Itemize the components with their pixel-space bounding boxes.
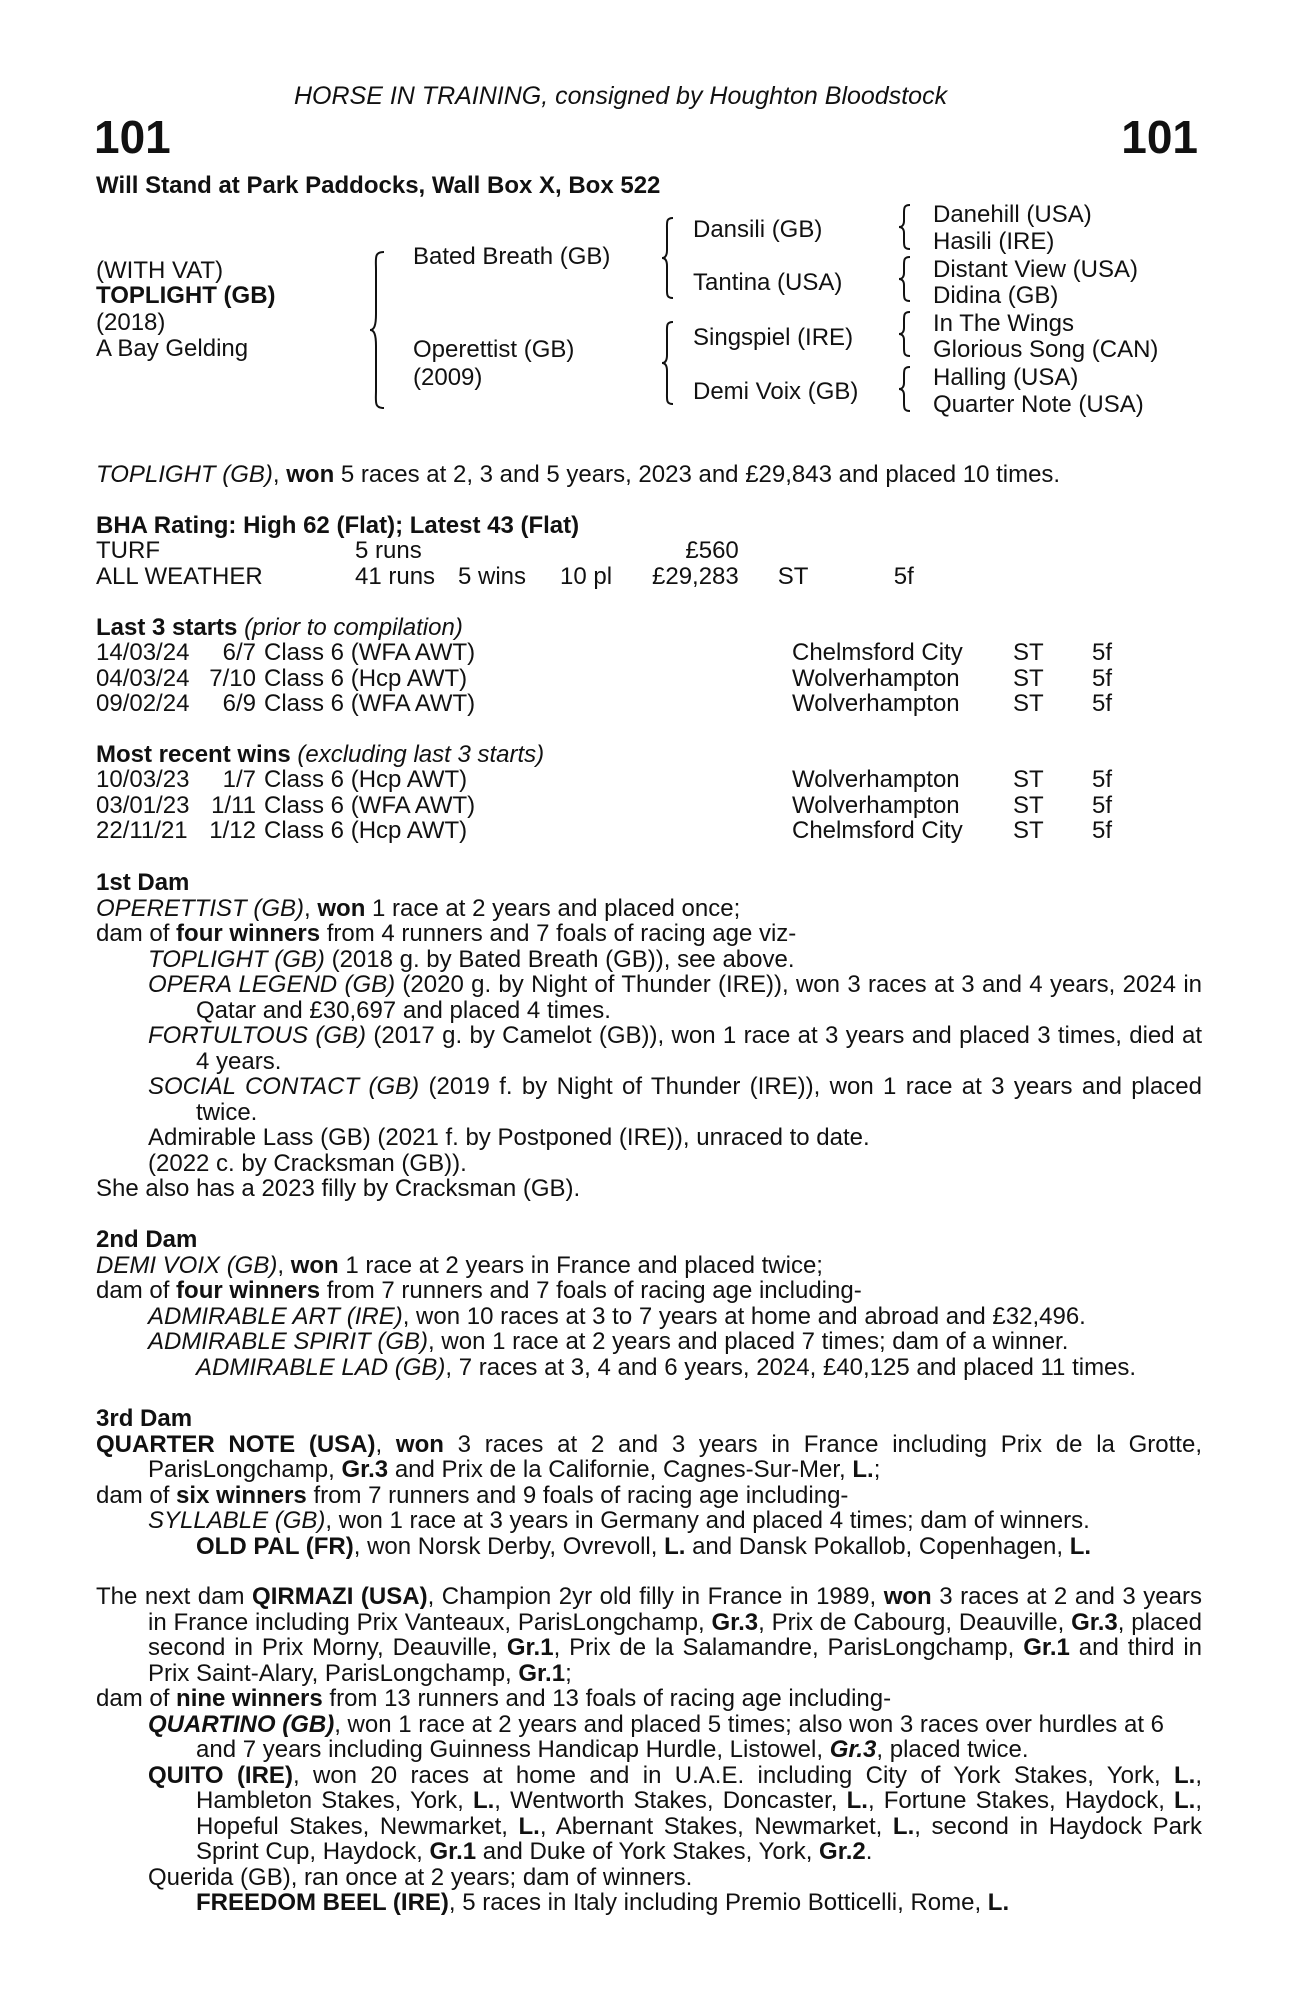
run-course: Wolverhampton xyxy=(792,690,960,717)
rating-wins xyxy=(458,538,560,564)
second-dam-won: won xyxy=(290,1251,339,1279)
offspring-name: ADMIRABLE SPIRIT (GB) xyxy=(148,1328,429,1355)
summary-won: won xyxy=(286,461,335,488)
dam-of-prefix: dam of xyxy=(96,1685,177,1712)
grade: Gr.1 xyxy=(518,1659,566,1687)
rating-placed xyxy=(560,538,652,564)
lot-number-left: 101 xyxy=(94,111,171,163)
text: , won Norsk Derby, Ovrevoll, xyxy=(353,1532,665,1560)
grade: Gr.1 xyxy=(429,1838,477,1865)
text: , won 20 races at home and in U.A.E. including City of York Stakes, York, xyxy=(292,1761,1174,1789)
run-course: Chelmsford City xyxy=(792,817,963,844)
next-dam-line xyxy=(96,1584,1202,1686)
horse-name: TOPLIGHT (GB) xyxy=(96,282,276,309)
vat-note: (WITH VAT) xyxy=(96,257,224,284)
first-dam-won: won xyxy=(317,894,366,922)
next-dam-name: QIRMAZI (USA) xyxy=(252,1583,428,1610)
run-position: 1/11 xyxy=(211,791,256,819)
text: ; xyxy=(873,1456,881,1483)
first-dam-produce-line xyxy=(96,921,1202,947)
next-dam-produce-line xyxy=(96,1686,1202,1712)
rating-runs: 41 runs xyxy=(355,562,436,590)
grade: Gr.3 xyxy=(341,1456,389,1483)
pedigree-brace-3c xyxy=(897,310,913,358)
offspring-entry xyxy=(96,1023,1202,1074)
text: , Wentworth Stakes, Doncaster, xyxy=(494,1787,847,1814)
text: 3 races at 2 and 3 years in France including Prix de la Grotte, ParisLongchamp, xyxy=(148,1430,1202,1483)
offspring-name: SYLLABLE (GB) xyxy=(148,1507,326,1534)
offspring-text: (2019 f. by Night of Thunder (IRE)), won 1 race at 3 years and placed twice. xyxy=(196,1073,1202,1126)
offspring-text: , won 1 race at 3 years in Germany and placed 4 times; dam of winners. xyxy=(325,1507,1090,1534)
run-going: ST xyxy=(1013,766,1044,793)
run-date: 22/11/21 xyxy=(96,817,188,844)
text: and Prix de la Californie, Cagnes-Sur-Mer, xyxy=(388,1456,853,1483)
grade: Gr.3 xyxy=(1071,1608,1118,1636)
run-date: 03/01/23 xyxy=(96,791,190,819)
text: and Duke of York Stakes, York, xyxy=(476,1838,820,1865)
third-dam-heading: 3rd Dam xyxy=(96,1405,193,1432)
text: . xyxy=(865,1838,873,1865)
offspring-name: OLD PAL (FR) xyxy=(196,1532,354,1560)
grade: Gr.1 xyxy=(506,1634,554,1661)
run-going: ST xyxy=(1013,817,1044,844)
last3-title: Last 3 starts xyxy=(96,614,238,641)
text: , Hopeful Stakes, Newmarket, xyxy=(196,1787,1203,1840)
offspring-entry: Querida (GB), ran once at 2 years; dam of winners. xyxy=(148,1863,693,1891)
offspring-entry xyxy=(96,972,1202,1023)
recent-wins-title: Most recent wins xyxy=(96,741,291,768)
offspring-name: OPERA LEGEND (GB) xyxy=(148,971,396,998)
rating-distance xyxy=(894,538,914,564)
pedigree-dss: In The Wings xyxy=(933,310,1074,337)
next-dam-section xyxy=(96,1584,1202,1916)
grade: L. xyxy=(987,1889,1010,1916)
pedigree-dds: Halling (USA) xyxy=(933,364,1079,391)
offspring-entry xyxy=(96,1712,1202,1763)
grand-offspring-entry xyxy=(96,1890,1202,1916)
pedigree-brace-3d xyxy=(897,365,913,413)
offspring-entry xyxy=(96,1763,1202,1865)
produce-text: from 7 runners and 7 foals of racing age including- xyxy=(320,1277,862,1304)
pedigree-brace-3a xyxy=(897,203,913,251)
grade: Gr.3 xyxy=(711,1608,759,1636)
text: and third in Prix Saint-Alary, ParisLongchamp, xyxy=(148,1634,1202,1687)
offspring-text: , won 1 race at 2 years and placed 7 times; dam of a winner. xyxy=(428,1328,1069,1355)
dam-of-prefix: dam of xyxy=(96,1481,177,1509)
offspring-text: , 7 races at 3, 4 and 6 years, 2024, £40,125 and placed 11 times. xyxy=(445,1353,1137,1381)
offspring-name: SOCIAL CONTACT (GB) xyxy=(148,1073,420,1100)
run-date: 09/02/24 xyxy=(96,690,190,717)
produce-text: from 7 runners and 9 foals of racing age including- xyxy=(306,1481,849,1509)
pedigree-brace-1 xyxy=(368,250,388,410)
offspring-name: FORTULTOUS (GB) xyxy=(148,1022,367,1049)
pedigree-brace-3b xyxy=(897,255,913,303)
offspring-name: QUARTINO (GB) xyxy=(148,1710,335,1738)
offspring-entry xyxy=(96,947,1202,973)
grade: Gr.1 xyxy=(1023,1634,1070,1661)
run-race: Class 6 (WFA AWT) xyxy=(264,791,476,819)
recent-win-row xyxy=(96,793,1112,819)
offspring-entry: (2022 c. by Cracksman (GB)). xyxy=(148,1149,467,1177)
offspring-name: QUITO (IRE) xyxy=(148,1761,293,1789)
winners-count: six winners xyxy=(176,1481,307,1509)
grade: L. xyxy=(1069,1532,1092,1560)
last3-heading xyxy=(96,615,463,641)
dam-of-prefix: dam of xyxy=(96,1277,177,1304)
run-course: Wolverhampton xyxy=(792,766,960,793)
text: ; xyxy=(565,1659,572,1687)
pedigree-brace-2a xyxy=(660,216,676,300)
text: 3 races at 2 and 3 years in France including Prix Vanteaux, ParisLongchamp, xyxy=(148,1583,1202,1636)
separator: , xyxy=(375,1430,396,1458)
race-summary: TOPLIGHT (GB), won 5 races at 2, 3 and 5 years, 2023 and £29,843 and placed 10 times. xyxy=(96,461,1061,488)
run-race: Class 6 (WFA AWT) xyxy=(264,639,476,666)
pedigree-ddd: Quarter Note (USA) xyxy=(933,391,1144,418)
horse-description: A Bay Gelding xyxy=(96,335,249,362)
run-course: Chelmsford City xyxy=(792,639,963,666)
offspring-entry xyxy=(96,1074,1202,1125)
run-position: 1/7 xyxy=(222,766,256,793)
run-distance: 5f xyxy=(1092,664,1113,692)
pedigree-dam-dam: Demi Voix (GB) xyxy=(693,378,859,405)
offspring-entry xyxy=(96,1508,1202,1534)
winners-count: four winners xyxy=(176,1277,321,1304)
run-course: Wolverhampton xyxy=(792,791,960,819)
pedigree-sss: Danehill (USA) xyxy=(933,201,1092,228)
run-distance: 5f xyxy=(1092,791,1113,819)
recent-win-row xyxy=(96,767,1112,793)
offspring-name: FREEDOM BEEL (IRE) xyxy=(196,1889,449,1916)
third-dam-won: won xyxy=(395,1430,444,1458)
rating-table xyxy=(96,538,914,589)
text: , Prix de Cabourg, Deauville, xyxy=(758,1608,1072,1636)
text: , Prix de la Salamandre, ParisLongchamp, xyxy=(553,1634,1024,1661)
third-dam-produce-line xyxy=(96,1483,1202,1509)
run-distance: 5f xyxy=(1092,639,1113,666)
first-dam-section xyxy=(96,870,1202,1202)
horse-year: (2018) xyxy=(96,309,166,336)
second-dam-line: DEMI VOIX (GB), won 1 race at 2 years in France and placed twice; xyxy=(96,1251,823,1279)
second-dam-text: 1 race at 2 years in France and placed twice; xyxy=(338,1251,823,1279)
grade: L. xyxy=(846,1787,868,1814)
run-position: 6/9 xyxy=(222,690,256,717)
run-race: Class 6 (Hcp AWT) xyxy=(264,664,468,692)
offspring-name: TOPLIGHT (GB) xyxy=(148,945,325,973)
first-dam-name: OPERETTIST (GB) xyxy=(96,894,305,922)
last3-row xyxy=(96,640,1112,666)
text: The next dam xyxy=(96,1583,253,1610)
grand-offspring-entry xyxy=(96,1534,1202,1560)
text: , placed second in Prix Morny, Deauville, xyxy=(148,1608,1202,1661)
rating-row-turf xyxy=(96,538,914,564)
recent-win-row xyxy=(96,818,1112,844)
pedigree-dam: Operettist (GB) xyxy=(413,336,575,363)
stable-location: Will Stand at Park Paddocks, Wall Box X, Box 522 xyxy=(96,172,661,199)
rating-going: ST xyxy=(777,562,809,590)
run-date: 14/03/24 xyxy=(96,639,190,666)
grade: L. xyxy=(518,1812,540,1840)
rating-distance: 5f xyxy=(893,562,914,590)
pedigree-sire-dam: Tantina (USA) xyxy=(693,269,843,296)
grade: Gr.3 xyxy=(829,1736,877,1763)
run-distance: 5f xyxy=(1092,690,1113,717)
last3-table xyxy=(96,640,1112,717)
third-dam-section xyxy=(96,1406,1202,1559)
rating-runs: 5 runs xyxy=(355,537,422,564)
text: , won 1 race at 2 years and placed 5 times; also won 3 races over hurdles at 6 and 7 years including Guinness Handicap Hurdle, Listowel, xyxy=(196,1710,1164,1763)
grade: L. xyxy=(664,1532,686,1560)
text: , placed twice. xyxy=(876,1736,1029,1763)
run-date: 10/03/23 xyxy=(96,766,190,793)
second-dam-heading: 2nd Dam xyxy=(96,1226,198,1253)
run-position: 7/10 xyxy=(209,664,256,692)
grade: L. xyxy=(472,1787,495,1814)
rating-wins: 5 wins xyxy=(458,562,527,590)
run-going: ST xyxy=(1013,690,1044,717)
run-course: Wolverhampton xyxy=(792,664,960,692)
rating-placed: 10 pl xyxy=(560,562,613,590)
recent-wins-table xyxy=(96,767,1112,844)
third-dam-name: QUARTER NOTE (USA) xyxy=(96,1430,376,1458)
offspring-text: , won 10 races at 3 to 7 years at home and abroad and £32,496. xyxy=(402,1302,1086,1330)
offspring-text: (2018 g. by Bated Breath (GB)), see above. xyxy=(324,945,795,973)
rating-surface: ALL WEATHER xyxy=(96,562,263,590)
pedigree-ssd: Hasili (IRE) xyxy=(933,228,1055,255)
run-going: ST xyxy=(1013,791,1044,819)
second-dam-produce-line xyxy=(96,1278,1202,1304)
pedigree-dsd: Glorious Song (CAN) xyxy=(933,336,1159,363)
dam-of-prefix: dam of xyxy=(96,920,177,947)
offspring-name: ADMIRABLE LAD (GB) xyxy=(196,1353,446,1381)
grade: L. xyxy=(1174,1761,1196,1789)
offspring-name: ADMIRABLE ART (IRE) xyxy=(148,1302,403,1330)
first-dam-text: 1 race at 2 years and placed once; xyxy=(365,894,741,922)
pedigree-sds: Distant View (USA) xyxy=(933,256,1138,283)
text: , Champion 2yr old filly in France in 1989, xyxy=(427,1583,884,1610)
pedigree-sire-sire: Dansili (GB) xyxy=(693,216,823,243)
offspring-text: (2017 g. by Camelot (GB)), won 1 race at 3 years and placed 3 times, died at 4 years. xyxy=(196,1022,1202,1075)
first-dam-heading: 1st Dam xyxy=(96,869,190,896)
offspring-entry: Admirable Lass (GB) (2021 f. by Postponed (IRE)), unraced to date. xyxy=(148,1124,870,1151)
lot-number-right: 101 xyxy=(1121,111,1198,163)
grade: L. xyxy=(852,1456,874,1483)
grade: Gr.2 xyxy=(819,1838,866,1865)
summary-text: 5 races at 2, 3 and 5 years, 2023 and £29,843 and placed 10 times. xyxy=(334,461,1061,488)
offspring-entry xyxy=(96,1304,1202,1330)
text: and Dansk Pokallob, Copenhagen, xyxy=(685,1532,1070,1560)
recent-wins-heading xyxy=(96,742,544,768)
produce-text: from 4 runners and 7 foals of racing age viz- xyxy=(320,920,797,947)
grade: L. xyxy=(1174,1787,1196,1814)
pedigree-sdd: Didina (GB) xyxy=(933,282,1059,309)
run-distance: 5f xyxy=(1092,817,1113,844)
last3-row xyxy=(96,691,1112,717)
pedigree-sire: Bated Breath (GB) xyxy=(413,243,611,270)
winners-count: four winners xyxy=(176,920,321,947)
rating-prize: £29,283 xyxy=(652,562,739,590)
summary-horse-name: TOPLIGHT (GB) xyxy=(96,461,273,488)
pedigree-dam-sire: Singspiel (IRE) xyxy=(693,324,854,351)
run-race: Class 6 (WFA AWT) xyxy=(264,690,476,717)
recent-wins-note: (excluding last 3 starts) xyxy=(290,741,545,768)
run-date: 04/03/24 xyxy=(96,664,190,692)
third-dam-line xyxy=(96,1432,1202,1483)
text: , Abernant Stakes, Newmarket, xyxy=(539,1812,893,1840)
rating-going xyxy=(739,538,894,564)
grand-offspring-entry xyxy=(96,1355,1202,1381)
run-distance: 5f xyxy=(1092,766,1113,793)
bha-rating-heading: BHA Rating: High 62 (Flat); Latest 43 (Flat) xyxy=(96,512,580,539)
offspring-text: (2020 g. by Night of Thunder (IRE)), won 3 races at 3 and 4 years, 2024 in Qatar and £30,697 and placed 4 times. xyxy=(196,971,1202,1024)
second-dam-section xyxy=(96,1227,1202,1380)
text: , Fortune Stakes, Haydock, xyxy=(867,1787,1175,1814)
pedigree-brace-2b xyxy=(660,320,676,406)
pedigree-dam-year: (2009) xyxy=(413,364,483,391)
rating-row-all-weather xyxy=(96,564,914,590)
first-dam-note: She also has a 2023 filly by Cracksman (GB). xyxy=(96,1175,581,1202)
rating-surface: TURF xyxy=(96,537,160,564)
run-going: ST xyxy=(1013,664,1044,692)
run-race: Class 6 (Hcp AWT) xyxy=(264,766,468,793)
next-dam-won: won xyxy=(883,1583,932,1610)
text: , Hambleton Stakes, York, xyxy=(196,1761,1202,1814)
second-dam-name: DEMI VOIX (GB) xyxy=(96,1251,278,1279)
run-going: ST xyxy=(1013,639,1044,666)
run-position: 1/12 xyxy=(209,817,256,844)
last3-row xyxy=(96,666,1112,692)
offspring-entry xyxy=(96,1329,1202,1355)
rating-prize: £560 xyxy=(685,537,739,564)
run-position: 6/7 xyxy=(222,639,256,666)
run-race: Class 6 (Hcp AWT) xyxy=(264,817,468,844)
produce-text: from 13 runners and 13 foals of racing age including- xyxy=(322,1685,892,1712)
text: , 5 races in Italy including Premio Botticelli, Rome, xyxy=(448,1889,988,1916)
winners-count: nine winners xyxy=(176,1685,323,1712)
page-header-title: HORSE IN TRAINING, consigned by Houghton Bloodstock xyxy=(294,82,948,110)
first-dam-line: OPERETTIST (GB), won 1 race at 2 years and placed once; xyxy=(96,894,741,922)
last3-note: (prior to compilation) xyxy=(237,614,463,641)
grade: L. xyxy=(892,1812,915,1840)
text: , second in Haydock Park Sprint Cup, Haydock, xyxy=(196,1812,1202,1865)
